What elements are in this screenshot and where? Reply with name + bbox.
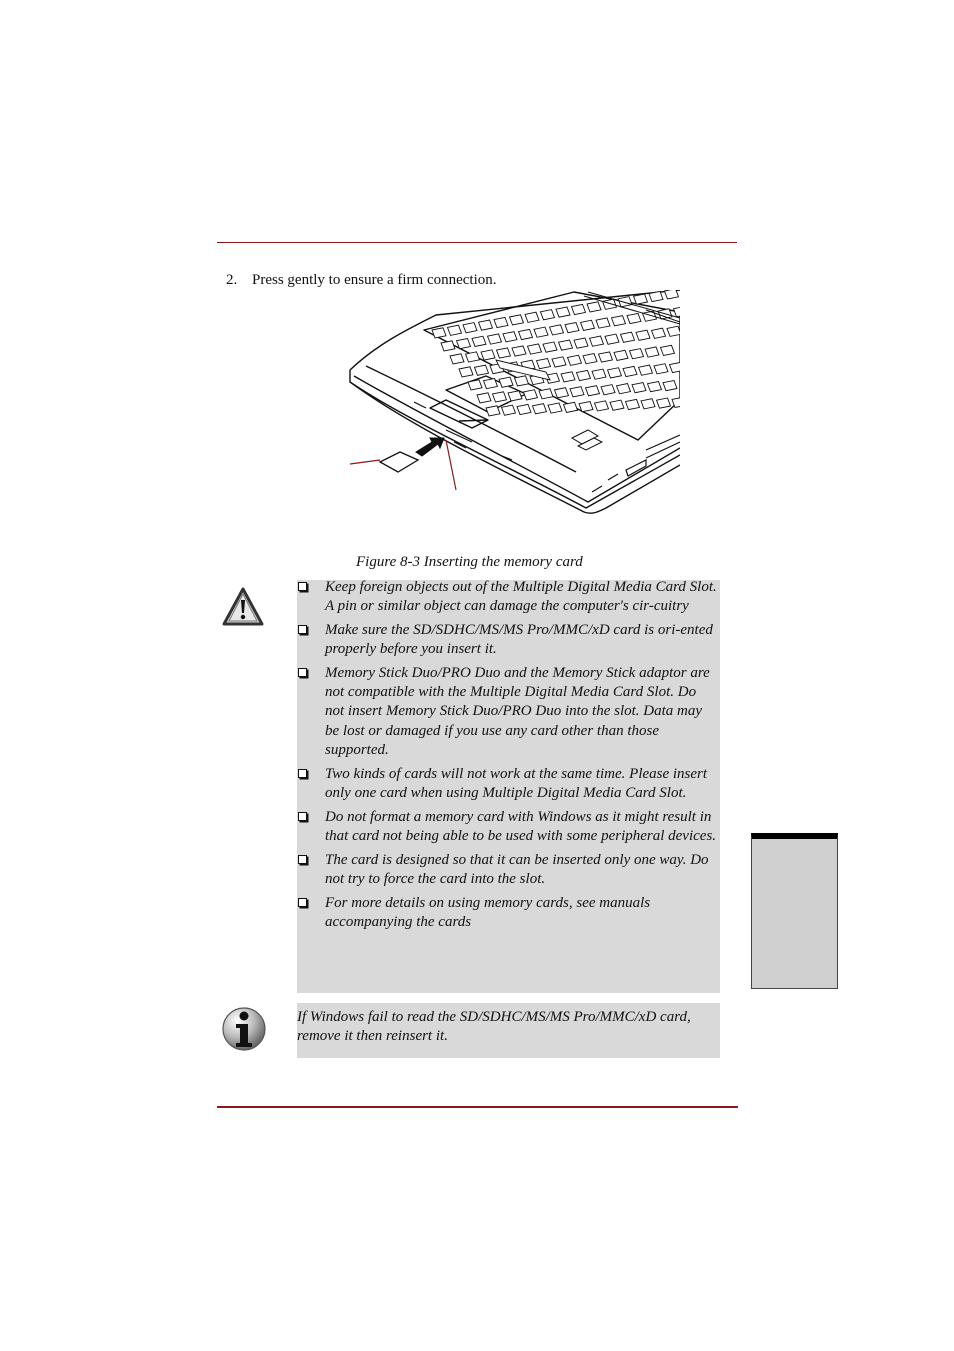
warning-triangle-icon — [221, 586, 265, 628]
warning-item: Make sure the SD/SDHC/MS/MS Pro/MMC/xD card is ori-ented properly before you insert it. — [297, 621, 720, 659]
warning-item: Keep foreign objects out of the Multiple Digital Media Card Slot. A pin or similar object can damage the computer's cir-cuitry — [297, 578, 720, 616]
info-icon — [221, 1005, 267, 1053]
chapter-thumb-tab — [751, 833, 838, 989]
warning-item: The card is designed so that it can be inserted only one way. Do not try to force the card into the slot. — [297, 851, 720, 889]
warning-item: Do not format a memory card with Windows as it might result in that card not being able to be used with some peripheral devices. — [297, 808, 720, 846]
checkbox-bullet-icon — [298, 812, 307, 821]
figure-caption: Figure 8-3 Inserting the memory card — [356, 554, 583, 570]
warning-item: Memory Stick Duo/PRO Duo and the Memory Stick adaptor are not compatible with the Multiple Digital Media Card Slot. Do not insert Memory Stick Duo/PRO Duo into the slot. Data may be lost or damaged if you use any card other than those supported. — [297, 664, 720, 760]
checkbox-bullet-icon — [298, 625, 307, 634]
checkbox-bullet-icon — [298, 668, 307, 677]
warning-item: For more details on using memory cards, see manuals accompanying the cards — [297, 894, 720, 932]
checkbox-bullet-icon — [298, 898, 307, 907]
laptop-memory-card-illustration — [346, 290, 680, 516]
warning-item: Two kinds of cards will not work at the same time. Please insert only one card when using Multiple Digital Media Card Slot. — [297, 765, 720, 803]
warning-list — [297, 578, 720, 932]
checkbox-bullet-icon — [298, 582, 307, 591]
step-text: Press gently to ensure a firm connection. — [252, 272, 497, 288]
note-callout — [297, 1003, 720, 1058]
checkbox-bullet-icon — [298, 769, 307, 778]
warning-callout — [297, 580, 720, 993]
checkbox-bullet-icon — [298, 855, 307, 864]
note-text: If Windows fail to read the SD/SDHC/MS/MS Pro/MMC/xD card, remove it then reinsert it. — [297, 1009, 691, 1045]
step-2 — [226, 270, 497, 290]
footer-rule — [217, 1106, 738, 1108]
header-rule — [217, 242, 737, 243]
step-number: 2. — [226, 272, 238, 288]
